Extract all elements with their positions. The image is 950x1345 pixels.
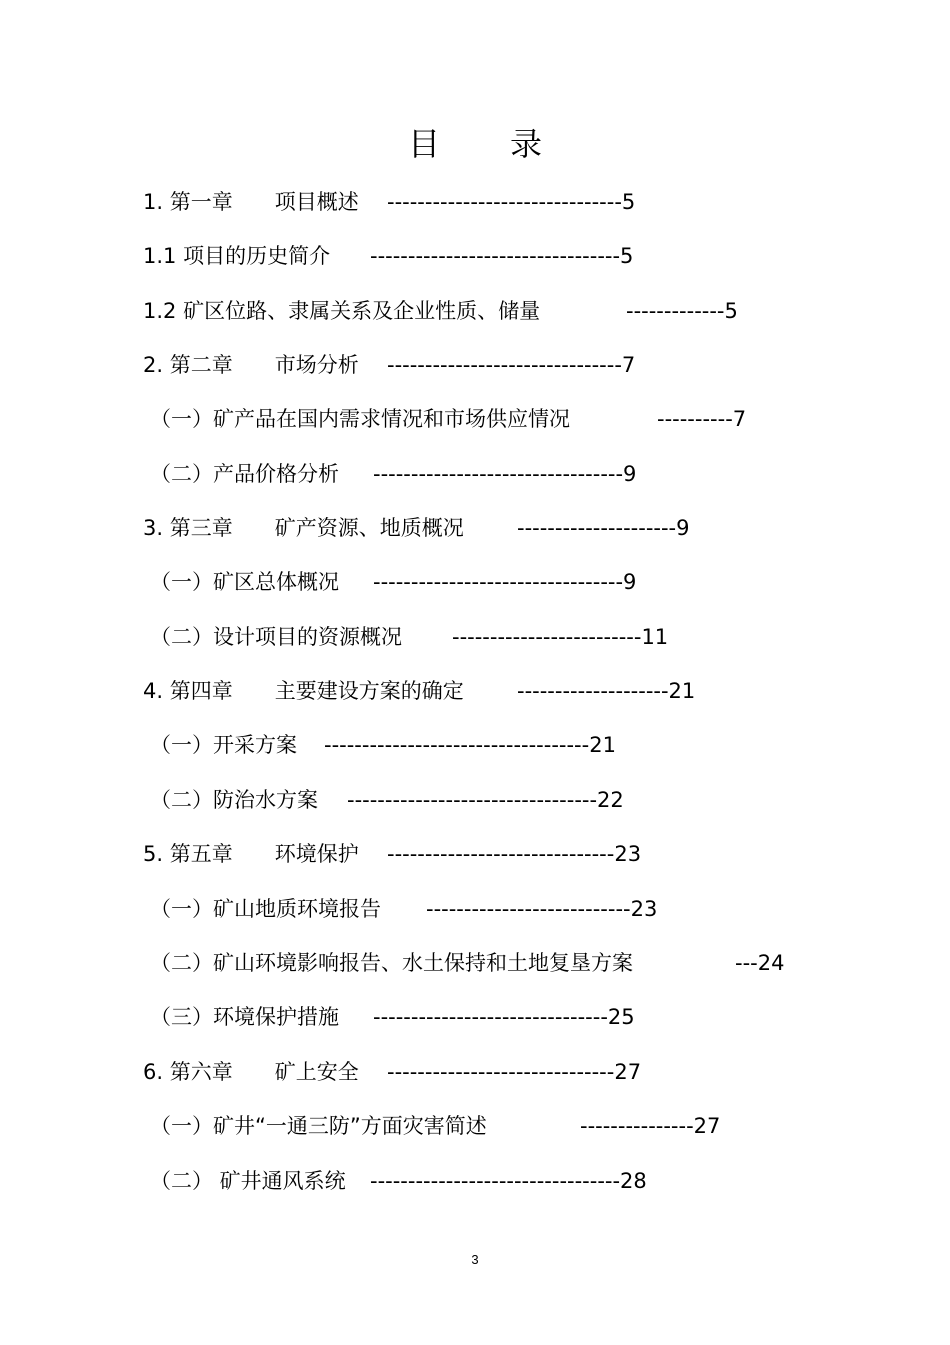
toc-entry-page-leader: ---------------------------------28: [370, 1169, 647, 1193]
toc-entry-page-leader: ---------------------------------9: [373, 570, 637, 594]
toc-title: [0, 120, 950, 168]
toc-entry-label: 1.1 项目的历史简介: [143, 244, 331, 268]
toc-entry-page-leader: -------------5: [626, 299, 738, 323]
toc-entry-label: （二） 矿井通风系统: [150, 1169, 346, 1193]
toc-entry-page-leader: ---------------------------------22: [347, 788, 624, 812]
toc-entry-page-leader: ---------------------------------9: [373, 462, 637, 486]
toc-entry-page-leader: -------------------------------7: [387, 353, 636, 377]
toc-entry-label: 3. 第三章 矿产资源、地质概况: [143, 516, 464, 540]
toc-entry-page-leader: -------------------------11: [452, 625, 669, 649]
toc-entry-page-leader: ---------------27: [580, 1114, 721, 1138]
toc-entry-page-leader: ------------------------------27: [387, 1060, 642, 1084]
toc-entry-label: （二）产品价格分析: [150, 462, 339, 486]
page-number: 3: [471, 1252, 479, 1267]
toc-entry-page-leader: ------------------------------23: [387, 842, 642, 866]
toc-entry-label: （一）矿井“一通三防”方面灾害简述: [150, 1114, 487, 1138]
toc-entry-label: （二）设计项目的资源概况: [150, 625, 402, 649]
toc-entry-page-leader: -------------------------------25: [373, 1005, 635, 1029]
toc-entry-page-leader: ---------------------------23: [426, 897, 658, 921]
toc-entry-label: （三）环境保护措施: [150, 1005, 339, 1029]
toc-entry-label: 5. 第五章 环境保护: [143, 842, 359, 866]
toc-entry-page-leader: --------------------21: [517, 679, 696, 703]
toc-entry-page-leader: ---24: [735, 951, 785, 975]
toc-entry-label: 2. 第二章 市场分析: [143, 353, 359, 377]
toc-entry-label: （一）矿产品在国内需求情况和市场供应情况: [150, 407, 570, 431]
toc-entry-label: 1.2 矿区位路、隶属关系及企业性质、储量: [143, 299, 541, 323]
toc-entry-page-leader: ---------------------------------5: [370, 244, 634, 268]
toc-title-left: 目: [407, 125, 440, 163]
toc-entry-page-leader: -----------------------------------21: [324, 733, 616, 757]
toc-entry-page-leader: -------------------------------5: [387, 190, 636, 214]
toc-entry-label: （二）防治水方案: [150, 788, 318, 812]
toc-entry-label: （一）矿区总体概况: [150, 570, 339, 594]
toc-entry-label: 6. 第六章 矿上安全: [143, 1060, 359, 1084]
toc-entry-label: 4. 第四章 主要建设方案的确定: [143, 679, 464, 703]
toc-entry-page-leader: ----------7: [657, 407, 747, 431]
toc-entry-label: （一）开采方案: [150, 733, 297, 757]
toc-entry-label: 1. 第一章 项目概述: [143, 190, 359, 214]
toc-entry-label: （二）矿山环境影响报告、水土保持和土地复垦方案: [150, 951, 633, 975]
toc-title-right: 录: [510, 125, 543, 163]
toc-entry-page-leader: ---------------------9: [517, 516, 690, 540]
toc-entry-label: （一）矿山地质环境报告: [150, 897, 381, 921]
